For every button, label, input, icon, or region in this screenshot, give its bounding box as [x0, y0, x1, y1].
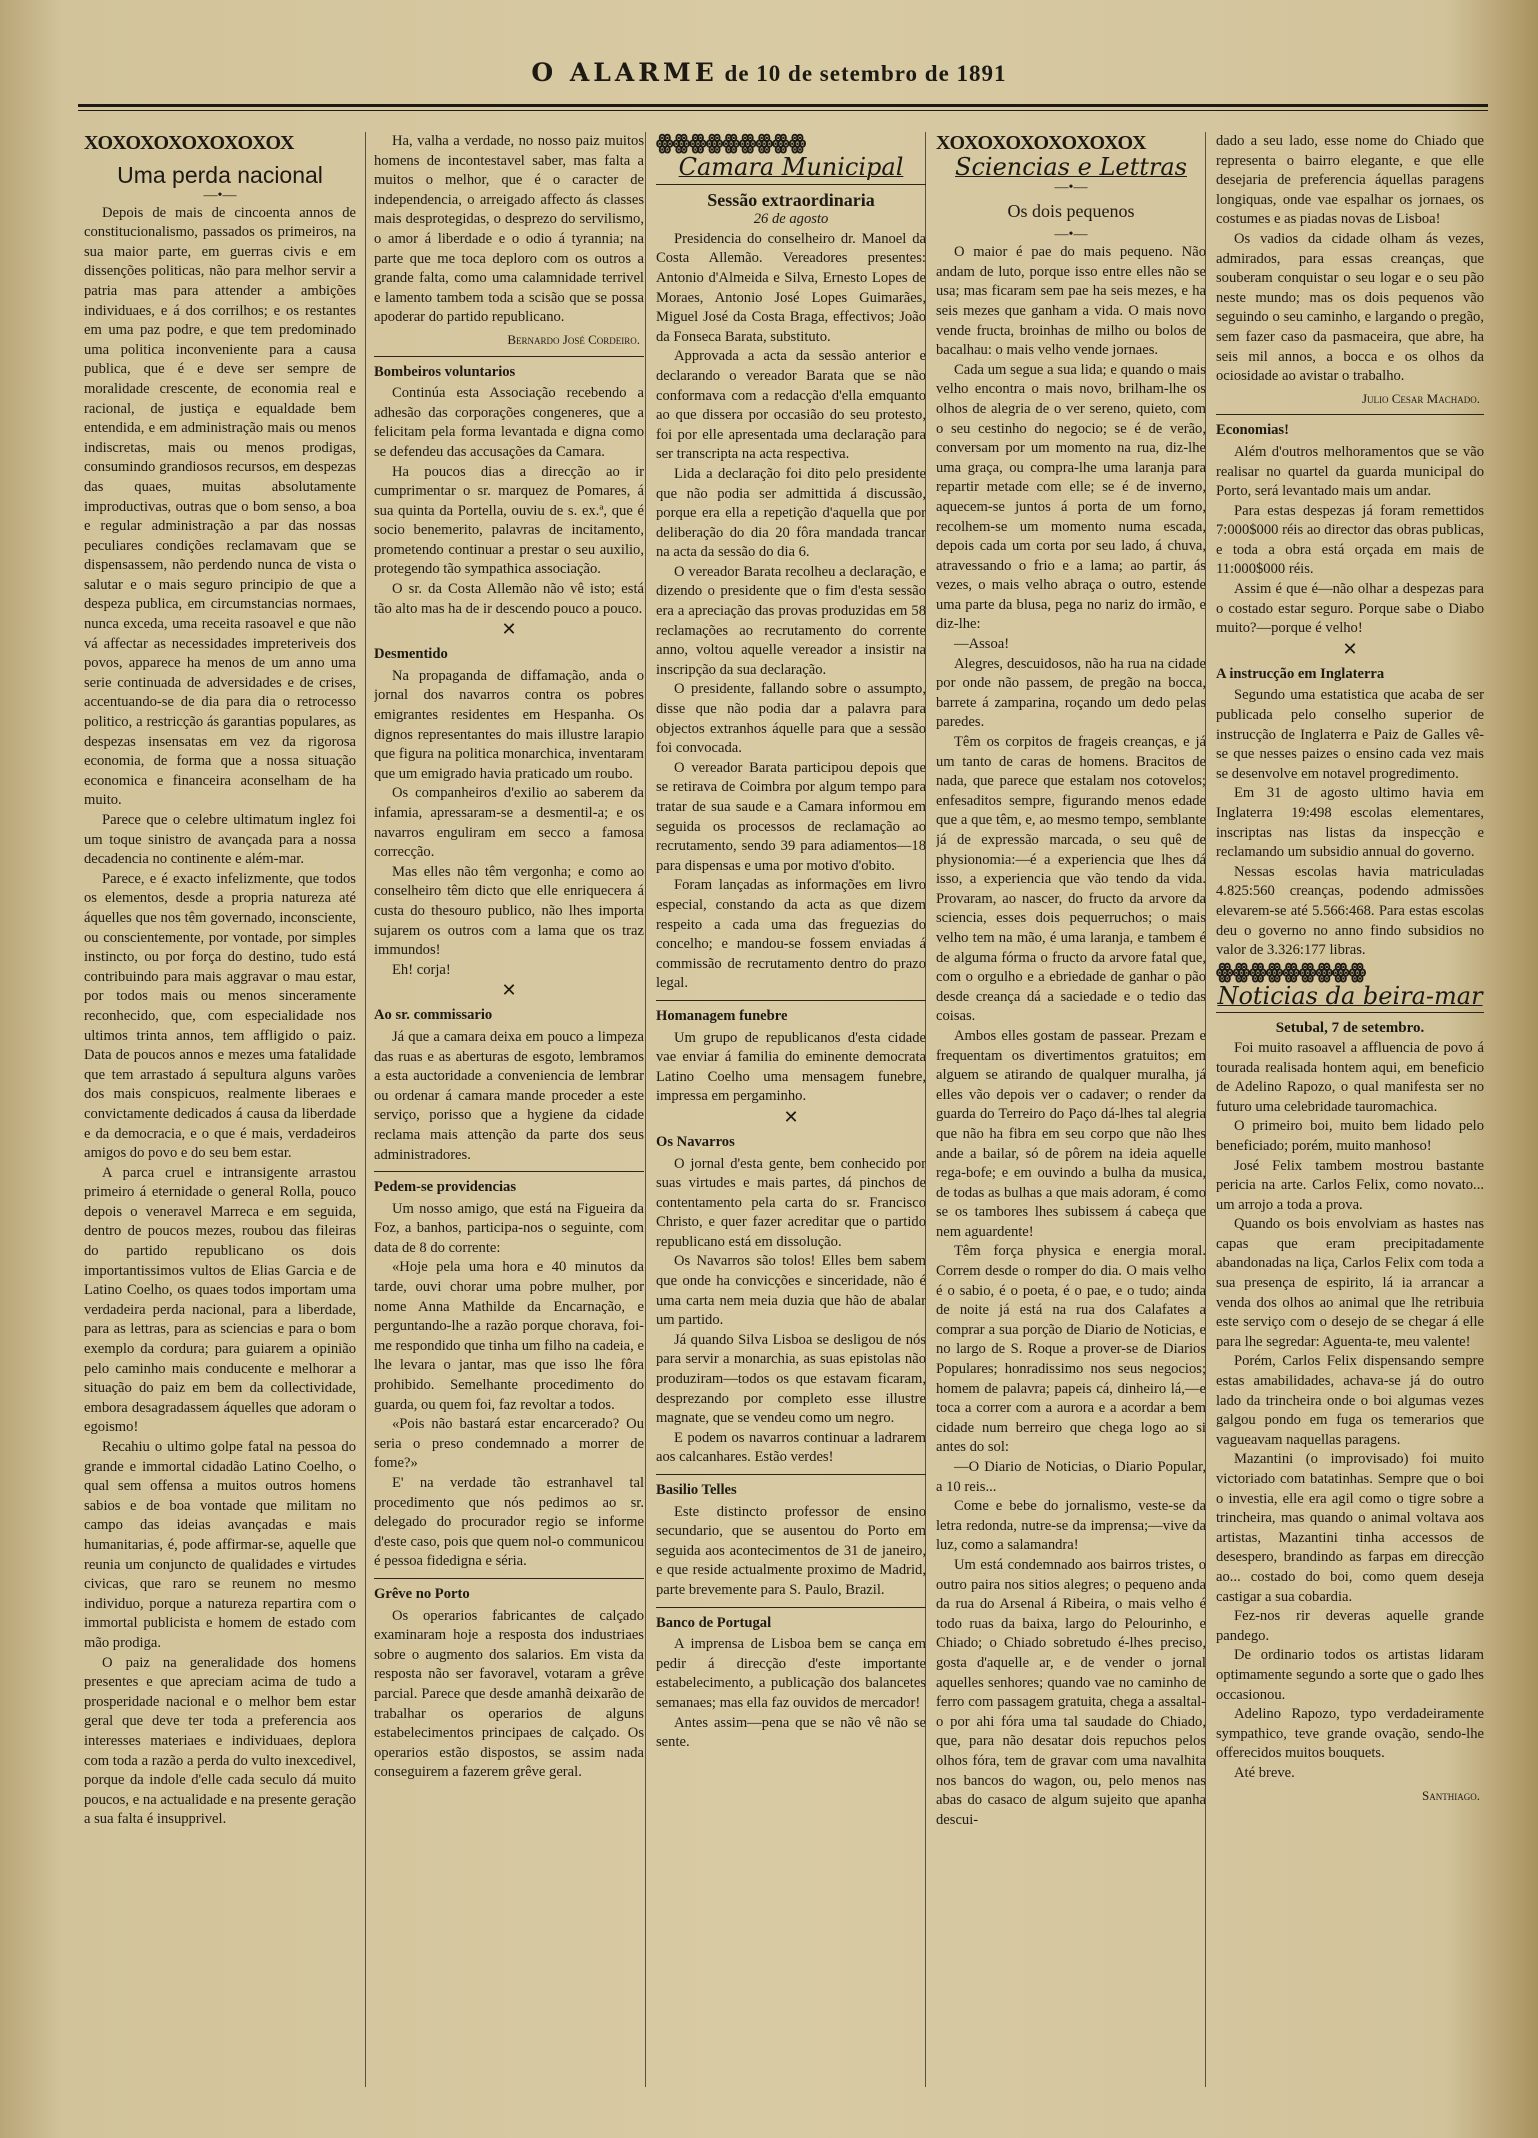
rule	[656, 1607, 926, 1608]
divider: —•—	[1054, 227, 1088, 243]
masthead	[0, 58, 1538, 87]
paragraph: O presidente, fallando sobre o assumpto, disse que não podia dar a palavra para objectos extranhos áquelle para que a sessão foi convocada.	[656, 681, 926, 757]
paragraph: Foram lançadas as informações em livro especial, constando da acta as que dizem respeito a cada uma das freguezias do concelho; e mandou-se fossem enviadas á commissão de recrutamento dentro do prazo legal.	[656, 877, 926, 992]
section-heading: Economias!	[1216, 422, 1289, 439]
cross-ornament: ✕	[501, 980, 517, 1001]
paragraph: O vereador Barata recolheu a declaração, e dizendo o presidente que o fim d'esta sessão era a apreciação das provas produzidas em 58 reclamações ao recrutamento do corrente anno, voltou aquelle vereador a insistir na inscripção da sua declaração.	[656, 563, 926, 678]
paragraph: O jornal d'esta gente, bem conhecido por suas virtudes e mais partes, dá pinchos de contentamento pela carta do sr. Francisco Christo, e quer fazer acreditar que o partido republicano está em dissolução.	[656, 1155, 926, 1250]
paragraph: Os companheiros d'exilio ao saberem da infamia, apressaram-se a desmentil-a; e os navarros enguliram em secco a famosa correcção.	[374, 785, 644, 861]
paragraph: Segundo uma estatistica que acaba de ser publicada pelo conselho superior de instrucção de Inglaterra e Paiz de Galles vê-se que nesses paizes o ensino cada vez mais se desenvolve em notavel progredimento.	[1216, 687, 1484, 782]
paragraph: Presidencia do conselheiro dr. Manoel da Costa Allemão. Vereadores presentes: Antonio d'Almeida e Silva, Ernesto Lopes de Moraes, Antonio José Lopes Guimarães, Miguel José da Costa Braga, effectivos; João da Fonseca Barata, substituto.	[656, 230, 926, 345]
section-heading: A instrucção em Inglaterra	[1216, 665, 1385, 682]
article-title: Uma perda nacional	[117, 162, 323, 188]
ornament-band: ꙮꙮꙮꙮꙮꙮꙮꙮꙮ	[656, 132, 806, 154]
paragraph: Cada um segue a sua lida; e quando o mais velho encontra o mais novo, brilham-lhe os olhos de alegria de o ver sereno, quieto, com o seu cestinho do negocio; se é de verão, conversam por um momento na rua, diz-lhe uma graça, ou compra-lhe uma laranja para repartir metade com elle; se é de inverno, aquecem-se juntos á porta de um forno, recolhem-se um momento numa escada, depois cada um corta por seu lado, á chuva, atravessando o frio e a lama; ao partir, ás vezes, o mais velho abraça o outro, estende uma parte da blusa, pega no nariz do irmão, e diz-lhe:	[936, 361, 1206, 633]
paragraph: Eh! corja!	[392, 961, 451, 978]
section-heading: Homanagem funebre	[656, 1007, 788, 1024]
section-title: Noticias da beira-mar	[1217, 981, 1483, 1010]
paragraph: Os Navarros são tolos! Elles bem sabem que onde ha convicções e sinceridade, não é uma carta nem meia duzia que hão de abalar um partido.	[656, 1253, 926, 1329]
paragraph: Um está condemnado aos bairros tristes, o outro paira nos sitios alegres; o pequeno anda da rua do Arsenal á Ribeira, o mais velho é todo ruas da baixa, largo do Pelourinho, e Chiado; o Chiado sobretudo é-lhes preciso, gosta d'aquelle ar, e de vender o jornal aquelles senhores; quando vae no caminho de ferro com passagem gratuita, chega a assaltal-o por ahi fóra uma tal saudade do Chiado, que, para não desatar dois repuchos pelos olhos fóra, tem de gravar com uma navalhita nos bancos do wagon, ou, pelo menos nas abas do casaco de algum sujeito que apanha descui-	[936, 1556, 1206, 1828]
paragraph: Porém, Carlos Felix dispensando sempre estas amabilidades, achava-se já do outro lado da trincheira onde o boi algumas vezes galgou pondo em fuga os temerarios que vagueavam naquellas paragens.	[1216, 1353, 1484, 1448]
paragraph: Adelino Rapozo, typo verdadeiramente sympathico, teve grande ovação, sendo-lhe offerecidos muitos bouquets.	[1216, 1706, 1484, 1762]
paragraph: Lida a declaração foi dito pelo presidente que não podia ser admittida á discussão, porque era ella a repetição d'aquella que por deliberação do dia 20 fôra mandada trancar na acta da sessão do dia 6.	[656, 465, 926, 561]
paragraph: Alegres, descuidosos, não ha rua na cidade por onde não passem, de pregão na bocca, barrete á zamparina, roçando um dedo pelas paredes.	[936, 655, 1206, 731]
section-heading: Desmentido	[374, 646, 448, 663]
ornament-band: XOXOXOXOXOXOXOX	[84, 132, 294, 154]
rule	[656, 1000, 926, 1001]
column-1	[84, 132, 356, 2092]
paragraph: Antes assim—pena que se não vê não se sente.	[656, 1714, 926, 1751]
section-heading: Banco de Portugal	[656, 1614, 772, 1631]
cross-ornament: ✕	[783, 1106, 799, 1127]
paragraph: Este distincto professor de ensino secundario, que se ausentou do Porto em seguida aos acontecimentos de 31 de janeiro, e que reside actualmente proximo de Madrid, parte brevemente para S. Paulo, Brazil.	[656, 1503, 926, 1598]
paragraph: Fez-nos rir deveras aquelle grande pandego.	[1216, 1608, 1484, 1644]
paragraph: Come e bebe do jornalismo, veste-se da letra redonda, nutre-se da imprensa;—vive da luz, como a salamandra!	[936, 1498, 1206, 1554]
paragraph: Foi muito rasoavel a affluencia de povo á tourada realisada hontem aqui, em beneficio de Adelino Rapozo, o qual manifesta ser no futuro uma celebridade tauromachica.	[1216, 1039, 1484, 1115]
paragraph: Ha poucos dias a direcção ao ir cumprimentar o sr. marquez de Pomares, á sua quinta da Portella, ouviu de s. ex.ª, que é socio benemerito, palavras de incitamento, prometendo continuar a prestar o seu auxilio, protegendo tão sympathica associação.	[374, 463, 644, 578]
cross-ornament: ✕	[1342, 638, 1358, 659]
paragraph: Assim é que é—não olhar a despezas para o costado estar seguro. Porque sabe o Diabo muito?—porque é velho!	[1216, 581, 1484, 637]
columns	[84, 132, 1484, 2092]
ornament-band: ꙮꙮꙮꙮꙮꙮꙮꙮꙮ	[1216, 960, 1366, 983]
top-rule	[78, 104, 1488, 107]
rule	[656, 184, 926, 185]
signature: Santhiago.	[1422, 1787, 1480, 1803]
paragraph: Até breve.	[1234, 1764, 1295, 1781]
ornament-band: XOXOXOXOXOXOXOX	[936, 132, 1146, 154]
section-heading: Grêve no Porto	[374, 1585, 470, 1602]
paragraph: dado a seu lado, esse nome do Chiado que representa o bairro elegante, e que elle desejaria de preferencia áquellas paragens longiquas, onde vae espalhar os jornaes, os costumes e as piadas novas de Lisboa!	[1216, 133, 1484, 228]
signature: Julio Cesar Machado.	[1361, 390, 1480, 406]
paragraph: —Assoa!	[954, 636, 1010, 653]
paragraph: Têm força physica e energia moral. Correm desde o romper do dia. O mais velho é o sabio, é o poeta, é o pae, e o tudo; ainda de noite já está na rua dos Calafates a comprar a sua porção de Diario de Noticias, e no largo de S. Roque a prover-se de Diarios Populares; honradissimo nos seus negocios; homem de palavra; papeis cá, dinheiro lá,—e toca a correr com a aurora e a acordar a bem cidade num berreiro que chega logo ao si antes do sol:	[936, 1243, 1206, 1456]
column-4	[936, 132, 1206, 2092]
paragraph: Os vadios da cidade olham ás vezes, admirados, para essas creanças, que souberam conquistar o seu logar e o seu pão neste mundo; mas os dois pequenos vão seguindo o seu caminho, e largando o pregão, sem fazer caso da pasmaceira, que abre, ha seis mil annos, a bocca e os olhos da ociosidade ao avistar o trabalho.	[1216, 230, 1484, 385]
article-title: Sessão extraordinaria	[707, 189, 875, 210]
rule	[374, 356, 644, 357]
paragraph: O vereador Barata participou depois que se retirava de Coimbra por algum tempo para tratar de sua saude e a Camara informou em seguida os processos de reclamação ao recrutamento, sendo 39 para adiamentos—18 para dispensas e uma por motivo d'obito.	[656, 759, 926, 874]
column-2	[374, 132, 644, 2092]
section-heading: Bombeiros voluntarios	[374, 363, 516, 380]
rule	[1216, 1012, 1484, 1013]
paragraph: Na propaganda de diffamação, anda o jornal dos navarros contra os pobres emigrantes residentes em Hespanha. Os dignos representantes do mais illustre larapio que figura na politica monarchica, inventaram que um emigrado havia praticado um roubo.	[374, 667, 644, 782]
rule	[656, 1474, 926, 1475]
paragraph: —O Diario de Noticias, o Diario Popular, a 10 reis...	[936, 1459, 1206, 1495]
section-heading: Os Navarros	[656, 1133, 735, 1150]
paragraph: O sr. da Costa Allemão não vê isto; está tão alto mas ha de ir descendo pouco a pouco.	[374, 581, 644, 617]
section-title: Sciencias e Lettras	[955, 153, 1187, 181]
rule	[1216, 414, 1484, 415]
signature: Bernardo José Cordeiro.	[507, 331, 640, 347]
paragraph: Depois de mais de cincoenta annos de constitucionalismo, passados os primeiros, na sua maior parte, em guerras civis e em dissenções politicas, não para melhor servir a patria mas para attender a ambições individuaes, e á dos corrilhos; e os restantes em uma paz podre, e que tem predominado uma politica inconveniente para a causa publica, que é e deve ser sempre de moralidade crescente, de economia real e racional, de justiça e equaldade bem entendida, e em administração mais ou menos indiscretas, mais ou menos prodigas, consumindo grandiosos recursos, em despezas das quaes, muitas absolutamente improductivas, outras que o bom senso, a boa e regular administração a par das nossas peculiares condições reclamavam que se dispensassem, não perdendo nunca de vista o salutar e o mais seguro principio de que a despeza publica, em circumstancias normaes, nunca exceda, uma receita rasoavel e que não vá affectar as necessidades impreteriveis dos povos, apparece ha menos de um anno uma serie continuada de adversidades e de crises, accentuando-se de dia para dia o retrocesso politico, a restricção ás garantias populares, as despezas insensatas em vez da rigorosa economia, de forma que a nossa situação economica e financeira aconselham de ha muito.	[84, 204, 356, 809]
paragraph: Approvada a acta da sessão anterior e declarando o vereador Barata que se não conformava com a redacção d'ella emquanto ao que dissera por occasião do seu protesto, foi por elle apresentada uma declaração para ser transcripta na acta respectiva.	[656, 348, 926, 463]
paragraph: O primeiro boi, muito bem lidado pelo beneficiado; porém, muito manhoso!	[1216, 1118, 1484, 1154]
divider: —•—	[1054, 179, 1088, 195]
paragraph: Nessas escolas havia matriculadas 4.825:560 creanças, podendo admissões elevarem-se até 5.566:468. Para estas escolas deu o governo no anno findo subsidios no valor de 3.326:177 libras.	[1216, 863, 1484, 959]
paragraph: Recahiu o ultimo golpe fatal na pessoa do grande e immortal cidadão Latino Coelho, o qual sem offensa a muitos outros homens sabios e de boa vontade que militam no campo das ideias avançadas e mais humanitarias, é, pode affirmar-se, aquelle que reunia um conjuncto de qualidades e virtudes civicas, que raro se reunem no mesmo individuo, porque a natureza repartira com o immortal publicista e homem de estado com mão prodiga.	[84, 1439, 356, 1651]
paragraph: Um grupo de republicanos d'esta cidade vae enviar á familia do eminente democrata Latino Coelho uma mensagem funebre, impressa em pergaminho.	[656, 1029, 926, 1105]
paragraph: «Pois não bastará estar encarcerado? Ou seria o preso condemnado a morrer de fome?»	[374, 1416, 644, 1472]
top-rule-thin	[78, 110, 1488, 111]
paragraph: A imprensa de Lisboa bem se cança em pedir á direcção d'este importante estabelecimento, a publicação dos balancetes semanaes; mas ella faz ouvidos de mercador!	[656, 1636, 926, 1711]
newspaper-name: O ALARME	[531, 58, 718, 87]
section-heading: Ao sr. commissario	[374, 1007, 493, 1024]
section-heading: Basilio Telles	[656, 1482, 737, 1498]
section-heading: Pedem-se providencias	[374, 1179, 517, 1196]
paragraph: Parece, e é exacto infelizmente, que todos os elementos, desde a propria natureza até áquelles que nos têm governado, inconsciente, ou conscientemente, por vontade, por simples instincto, ou por força do destino, tudo está contribuindo para mais aggravar o mau estar, por todos mais ou menos sinceramente reconhecido, que, com especialidade nos ultimos trinta annos, tem affligido o paiz. Data de poucos annos e mezes uma fatalidade que tem arrastado á sepultura alguns varões dos mais conspicuos, realmente liberaes e convictamente dedicados á causa da liberdade e da democracia, e o que é mais, verdadeiros amigos do povo e do seu bem estar.	[84, 870, 356, 1162]
cross-ornament: ✕	[501, 619, 517, 640]
paragraph: Quando os bois envolviam as hastes nas capas que eram precipitadamente abandonadas na liça, Carlos Felix com toda a sua presença de espirito, lá ia arrancar a venda dos olhos ao animal que lhe retribuia este serviço com o desejo de se chegar á elle para lhe segredar: Aguenta-te, meu valente!	[1216, 1216, 1484, 1350]
paragraph: José Felix tambem mostrou bastante pericia na arte. Carlos Felix, como novato... um arrojo a toda a prova.	[1216, 1157, 1484, 1213]
paragraph: Continúa esta Associação recebendo a adhesão das corporações congeneres, que a felicitam pela forma levantada e digna como se defendeu das accusações da Camara.	[374, 385, 644, 460]
issue-date: de 10 de setembro de 1891	[724, 61, 1007, 86]
paragraph: Ha, valha a verdade, no nosso paiz muitos homens de incontestavel saber, mas falta a muitos o melhor, que é o caracter de independencia, o arreigado affecto ás classes mais desprotegidas, o desprezo do servilismo, o amor á liberdade e o odio á tyrannia; na parte que me toca deploro com os outros a grande falta, como uma calamnidade terrivel e lamento tambem toda a scisão que se possa apoderar do partido republicano.	[374, 133, 644, 326]
paragraph: Ambos elles gostam de passear. Prezam e frequentam os divertimentos gratuitos; em alguem se atirando de qualquer muralha, já elles vão depois ver o cadaver; o render da guarda do Terreiro do Paço dá-lhes tal alegria que não ha fibra em seu corpo que não lhes ande a bailar, só de pôrem na ideia aquelle rega-bofe; e em ouvindo a bulha da musica, de todas as bulhas a que mais adoram, é como se os tambores lhes subissem á cabeça que nem aguardente!	[936, 1027, 1206, 1240]
rule	[374, 1171, 644, 1172]
date-line: 26 de agosto	[753, 211, 829, 228]
paragraph: Os operarios fabricantes de calçado examinaram hoje a resposta dos industriaes sobre o augmento dos salarios. Em vista da resposta não ser favoravel, votaram a grêve parcial. Parece que desde amanhã deixarão de trabalhar os operarios de alguns estabelecimentos principaes de calçado. Os operarios estão dispostos, se assim nada conseguirem a fazerem grêve geral.	[374, 1607, 644, 1781]
paragraph: E' na verdade tão estranhavel tal procedimento que nós pedimos ao sr. delegado do procurador regio se informe d'este caso, pois que quem nol-o communicou é pessoa fidedigna e séria.	[374, 1475, 644, 1570]
paragraph: Parece que o celebre ultimatum inglez foi um toque sinistro de avançada para a nossa decadencia no continente e além-mar.	[84, 812, 356, 868]
paragraph: De ordinario todos os artistas lidaram optimamente segundo a sorte que o gado lhes occasionou.	[1216, 1647, 1484, 1703]
divider: —•—	[203, 187, 237, 203]
article-title: Os dois pequenos	[1007, 200, 1135, 221]
paragraph: Um nosso amigo, que está na Figueira da Foz, a banhos, participa-nos o seguinte, com data de 8 do corrente:	[374, 1200, 644, 1256]
paragraph: Mazantini (o improvisado) foi muito victoriado com batatinhas. Sempre que o boi o investia, elle era agil como o tigre sobre a trincheira, mas quando o animal voltava aos artistas, Mazantini tinha accessos de desespero, brandindo as farpas em direcção ao... costado do boi, como quem deseja castigar a sua cobardia.	[1216, 1451, 1484, 1605]
paragraph: Já que a camara deixa em pouco a limpeza das ruas e as aberturas de esgoto, lembramos a esta auctoridade a conveniencia de lembrar ou ordenar á camara mande proceder a este serviço, porisso que a hygiene da cidade reclama mais attenção da parte dos seus administradores.	[374, 1028, 644, 1163]
paragraph: E podem os navarros continuar a ladrarem aos calcanhares. Estão verdes!	[656, 1429, 926, 1466]
dateline: Setubal, 7 de setembro.	[1275, 1020, 1425, 1037]
paragraph: A parca cruel e intransigente arrastou primeiro á eternidade o general Rolla, pouco depois o veneravel Marreca e em seguida, dentro de poucos mezes, roubou das fileiras do partido republicano os dois importantissimos vultos de Elias Garcia e de Latino Coelho, os quaes todos importam uma verdadeira perda nacional, para a liberdade, para as lettras, para as sciencias e para o bom exemplo da cordura; para guiarem a opinião pelo caminho mais conducente e melhorar a situação do paiz em bem da collectividade, embora desagradassem áquelles que adoram o egoismo!	[84, 1164, 356, 1436]
paragraph: «Hoje pela uma hora e 40 minutos da tarde, ouvi chorar uma pobre mulher, por nome Anna Mathilde da Encarnação, e perguntando-lhe a razão porque chorava, foi-me respondido que tinha um filho na cadeia, e lhe levara o jantar, mas que isso lhe fôra prohibido. Semelhante procedimento do guarda, ou quem foi, faz revoltar a todos.	[374, 1259, 644, 1413]
rule	[374, 1578, 644, 1579]
paragraph: Em 31 de agosto ultimo havia em Inglaterra 19:498 escolas elementares, inscriptas nas listas da inspecção e reclamando um subsidio annual do governo.	[1216, 785, 1484, 861]
paragraph: Para estas despezas já foram remettidos 7:000$000 réis ao director das obras publicas, e toda a obra está orçada em mais de 11:000$000 réis.	[1216, 502, 1484, 578]
column-5	[1216, 132, 1484, 2092]
section-title: Camara Municipal	[678, 153, 904, 181]
paragraph: Além d'outros melhoramentos que se vão realisar no quartel da guarda municipal do Porto, será levantado mais um andar.	[1216, 443, 1484, 500]
paragraph: O paiz na generalidade dos homens presentes e que apreciam acima de tudo a prosperidade nacional e o melhor bem estar geral que deve ter toda a preferencia aos interesses materiaes e individuaes, deplora com toda a razão a perda do vulto inexcedivel, porque da indole d'elle cada seculo dá muito poucos, e na actualidade e na presente geração a sua falta é insupprivel.	[84, 1654, 356, 1828]
paragraph: Têm os corpitos de frageis creanças, e já um tanto de caras de homens. Bracitos de nada, que parece que estalam nos cotovelos; enfesaditos sempre, figurando menos edade que a que têm, e, ao mesmo tempo, semblante já de expressão marcada, o seu quê de physionomia:—é a experiencia que lhes dá isso, a experiencia que vão tendo da vida. Provaram, ao nascer, do fructo da arvore da sciencia, esses dois pequerruchos; o mais velho tem na mão, é uma laranja, e tambem é de alguma fórma o fructo da arvore fatal que, com o orgulho e a ebriedade de ganhar o pão desde creança dá a saciedade e o tedio das coisas.	[936, 734, 1206, 1025]
column-3	[656, 132, 926, 2092]
paragraph: Mas elles não têm vergonha; e como ao conselheiro têm dicto que elle enriquecera á custa do thesouro publico, não lhes importa sujarem os outros com a lama que os traz immundos!	[374, 863, 644, 959]
paragraph: Já quando Silva Lisboa se desligou de nós para servir a monarchia, as suas epistolas não produziram—todos os que estavam ficaram, desprezando por completo esse illustre magnate, que se vendeu como um negro.	[656, 1331, 926, 1427]
paragraph: O maior é pae do mais pequeno. Não andam de luto, porque isso entre elles não se usa; mas ficaram sem pae ha seis mezes, e ha seis mezes que ganham a vida. O mais novo vende fructa, broinhas de milho ou bolos de bacalhau: o mais velho vende jornaes.	[936, 244, 1206, 359]
